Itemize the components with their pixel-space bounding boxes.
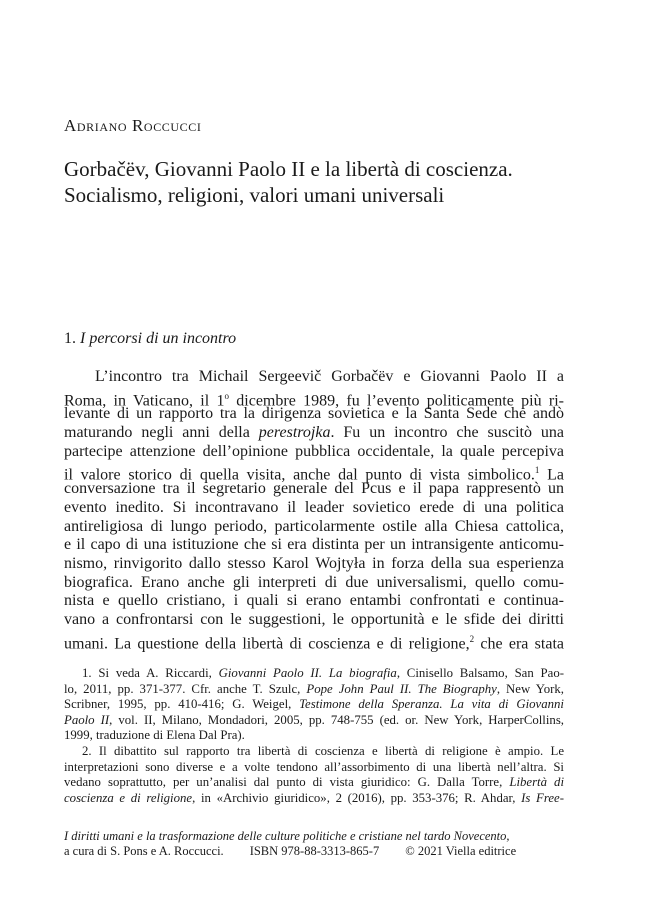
- section-title: I percorsi di un incontro: [80, 330, 237, 347]
- footnote-line: interpretazioni sono diverse e a volte tendono all’assorbimento di una libertà nell’altra. Si: [64, 759, 564, 774]
- footnote-line: 1. Si veda A. Riccardi, Giovanni Paolo II. La biografia, Cinisello Balsamo, San Pao-: [82, 666, 564, 680]
- title-line-2: Socialismo, religioni, valori umani universali: [64, 183, 445, 207]
- body-text: [64, 368, 565, 652]
- footnote-line: vedano soprattutto, per un’analisi dal punto di vista giuridico: G. Dalla Torre, Libertà di: [64, 775, 564, 790]
- title-line-1: Gorbačëv, Giovanni Paolo II e la libertà di coscienza.: [64, 157, 513, 181]
- footnote-line: Paolo II, vol. II, Milano, Mondadori, 2005, pp. 748-755 (ed. or. New York, HarperCollins,: [64, 712, 564, 727]
- footnotes: [64, 666, 564, 806]
- body-line: antireligiosa di lungo periodo, particolarmente ostile alla Chiesa cattolica,: [64, 517, 564, 535]
- footnote-line: Scribner, 1995, pp. 410-416; G. Weigel, Testimone della Speranza. La vita di Giovanni: [64, 697, 564, 712]
- publication-info: [64, 844, 564, 859]
- body-line: conversazione tra il segretario generale del Pcus e il papa rappresentò un: [64, 480, 564, 498]
- footnote-line: lo, 2011, pp. 371-377. Cfr. anche T. Szulc, Pope John Paul II. The Biography, New York,: [64, 681, 564, 696]
- body-line: partecipe attenzione dell’opinione pubblica occidentale, la quale percepiva: [64, 442, 564, 460]
- author-name: Adriano Roccucci: [64, 116, 202, 135]
- body-line: L’incontro tra Michail Sergeevič Gorbačëv e Giovanni Paolo II a: [95, 368, 564, 385]
- body-line: nismo, rinvigorito dallo stesso Karol Wojtyła in forza della sua esperienza: [64, 554, 564, 572]
- publication-footer: [64, 829, 564, 859]
- footnote-line: 2. Il dibattito sul rapporto tra libertà di coscienza e libertà di religione è ampio. Le: [82, 743, 564, 758]
- isbn: ISBN 978-88-3313-865-7: [249, 844, 380, 858]
- body-line: biografica. Erano anche gli interpreti di due universalismi, quello comu-: [64, 573, 564, 591]
- body-line: evento inedito. Si incontravano il leader sovietico erede di una politica: [64, 498, 564, 516]
- copyright: © 2021 Viella editrice: [405, 844, 517, 858]
- body-line: nista e quello cristiano, i quali si erano entambi confrontati e continua-: [64, 592, 564, 610]
- body-line: umani. La questione della libertà di coscienza e di religione,$^2$ che era stata: [64, 633, 564, 652]
- section-number: 1.: [64, 330, 76, 347]
- body-line: e il capo di una istituzione che si era distinta per un intransigente anticomu-: [64, 536, 564, 554]
- book-title: I diritti umani e la trasformazione delle culture politiche e cristiane nel tardo Novecento,: [64, 829, 510, 843]
- editors: a cura di S. Pons e A. Roccucci.: [64, 844, 224, 858]
- footnote-line: coscienza e di religione, in «Archivio giuridico», 2 (2016), pp. 353-376; R. Ahdar, Is Free-: [64, 790, 564, 805]
- body-line: il valore storico di quella visita, anche dal punto di vista simbolico.$^1$ La: [64, 465, 565, 484]
- section-heading: [64, 330, 236, 348]
- article-title: [64, 156, 624, 208]
- body-line: maturando negli anni della perestrojka. Fu un incontro che suscitò una: [64, 424, 565, 442]
- body-line: Roma, in Vaticano, il 1$^o$ dicembre 1989, fu l’evento politicamente più ri-: [64, 390, 564, 410]
- body-line: levante di un rapporto tra la dirigenza sovietica e la Santa Sede che andò: [64, 405, 564, 423]
- body-line: vano a confrontarsi con le suggestioni, le opportunità e le sfide dei diritti: [64, 610, 564, 628]
- footnote-line: 1999, traduzione di Elena Dal Pra).: [64, 728, 245, 743]
